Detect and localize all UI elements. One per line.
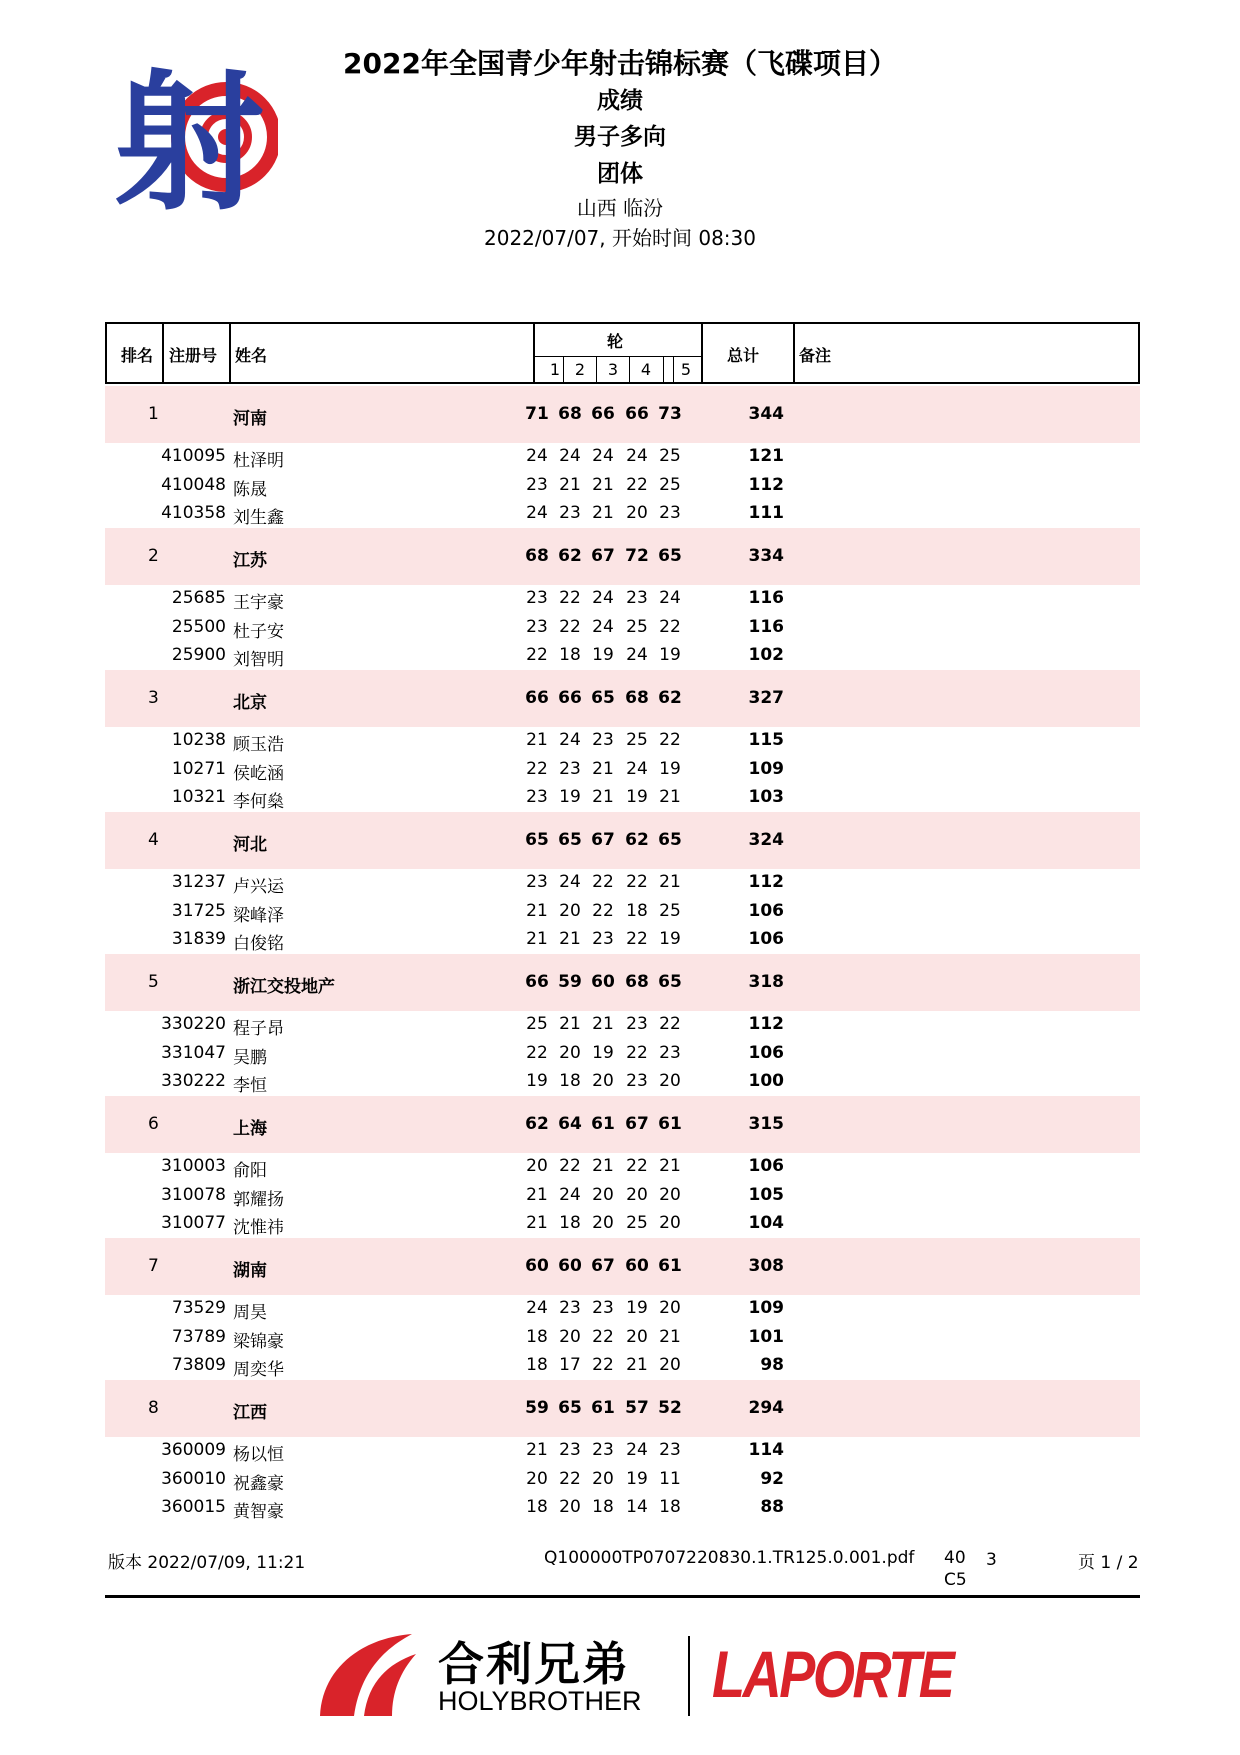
team-rank: 5 bbox=[148, 972, 159, 992]
date-time: 2022/07/07, 开始时间 08:30 bbox=[484, 226, 756, 250]
member-round-score: 21 bbox=[592, 1014, 614, 1034]
member-round-score: 18 bbox=[526, 1326, 548, 1347]
member-round-score: 25 bbox=[659, 900, 681, 921]
member-round-score: 21 bbox=[592, 503, 614, 523]
member-round-score: 24 bbox=[592, 588, 614, 608]
team-name: 河南 bbox=[233, 409, 267, 429]
member-total: 106 bbox=[748, 1156, 784, 1176]
team-round-score: 65 bbox=[591, 688, 615, 708]
member-total: 112 bbox=[748, 474, 784, 495]
member-round-score: 23 bbox=[592, 929, 614, 949]
header-remarks: 备注 bbox=[799, 346, 832, 365]
member-round-score: 20 bbox=[626, 503, 648, 523]
member-round-score: 20 bbox=[559, 1497, 581, 1517]
member-round-score: 18 bbox=[526, 1497, 548, 1517]
team-round-score: 68 bbox=[625, 688, 649, 708]
member-round-score: 20 bbox=[559, 900, 581, 921]
member-name: 刘生鑫 bbox=[233, 508, 284, 528]
member-reg-no: 410048 bbox=[161, 474, 226, 495]
member-round-score: 22 bbox=[626, 929, 648, 949]
member-round-score: 20 bbox=[592, 1184, 614, 1205]
team-round-score: 65 bbox=[658, 546, 682, 566]
member-round-score: 18 bbox=[626, 900, 648, 921]
member-total: 105 bbox=[748, 1184, 784, 1205]
member-name: 王宇豪 bbox=[233, 593, 284, 613]
member-round-score: 14 bbox=[626, 1497, 648, 1517]
header-round-3: 3 bbox=[607, 360, 619, 379]
team-round-score: 59 bbox=[525, 1398, 549, 1418]
member-name: 卢兴运 bbox=[233, 877, 284, 897]
team-rank: 2 bbox=[148, 546, 159, 566]
team-round-score: 60 bbox=[625, 1256, 649, 1276]
member-name: 杨以恒 bbox=[233, 1445, 284, 1465]
member-total: 115 bbox=[748, 730, 784, 750]
member-round-score: 23 bbox=[526, 787, 548, 807]
header-round-5: 5 bbox=[680, 360, 692, 379]
team-round-score: 65 bbox=[658, 830, 682, 850]
team-rank: 6 bbox=[148, 1114, 159, 1134]
team-total: 334 bbox=[748, 546, 784, 566]
sponsor-divider bbox=[688, 1636, 690, 1716]
member-reg-no: 73809 bbox=[171, 1355, 226, 1375]
member-round-score: 21 bbox=[659, 1326, 681, 1347]
member-total: 98 bbox=[760, 1355, 784, 1375]
member-name: 吴鹏 bbox=[233, 1047, 267, 1068]
footer-code-1: 40 bbox=[944, 1548, 966, 1568]
member-reg-no: 360010 bbox=[161, 1468, 226, 1489]
member-reg-no: 410095 bbox=[161, 446, 226, 466]
team-round-score: 65 bbox=[525, 830, 549, 850]
member-round-score: 24 bbox=[626, 1440, 648, 1460]
laporte-text: LAPORTE bbox=[712, 1637, 953, 1711]
member-round-score: 22 bbox=[526, 645, 548, 665]
member-name: 梁锦豪 bbox=[233, 1331, 284, 1352]
header-rank: 排名 bbox=[121, 346, 154, 365]
member-name: 李恒 bbox=[233, 1076, 267, 1096]
member-round-score: 19 bbox=[626, 1298, 648, 1318]
member-round-score: 19 bbox=[659, 758, 681, 779]
member-total: 88 bbox=[760, 1497, 784, 1517]
team-round-score: 66 bbox=[525, 688, 549, 708]
member-round-score: 24 bbox=[626, 446, 648, 466]
member-name: 陈晟 bbox=[233, 479, 267, 500]
member-name: 黄智豪 bbox=[233, 1502, 284, 1522]
team-round-score: 67 bbox=[591, 546, 615, 566]
member-name: 杜泽明 bbox=[233, 451, 284, 471]
member-round-score: 21 bbox=[526, 730, 548, 750]
member-round-score: 25 bbox=[626, 730, 648, 750]
team-round-score: 61 bbox=[591, 1398, 615, 1418]
subtitle-type: 团体 bbox=[597, 161, 643, 187]
member-round-score: 22 bbox=[559, 1468, 581, 1489]
member-total: 92 bbox=[760, 1468, 784, 1489]
member-round-score: 23 bbox=[626, 588, 648, 608]
member-round-score: 24 bbox=[526, 1298, 548, 1318]
member-round-score: 24 bbox=[526, 446, 548, 466]
member-reg-no: 10271 bbox=[171, 758, 226, 779]
member-round-score: 25 bbox=[659, 474, 681, 495]
footer-code-2: 3 bbox=[986, 1550, 997, 1570]
header-round-1: 1 bbox=[549, 360, 561, 379]
member-round-score: 23 bbox=[659, 503, 681, 523]
header-rounds: 轮 bbox=[607, 332, 624, 351]
member-round-score: 23 bbox=[526, 616, 548, 637]
member-round-score: 24 bbox=[592, 616, 614, 637]
member-total: 112 bbox=[748, 1014, 784, 1034]
member-round-score: 18 bbox=[559, 645, 581, 665]
member-round-score: 23 bbox=[659, 1042, 681, 1063]
team-round-score: 66 bbox=[591, 404, 615, 424]
member-total: 106 bbox=[748, 900, 784, 921]
team-rank: 7 bbox=[148, 1256, 159, 1276]
member-round-score: 25 bbox=[626, 1213, 648, 1233]
member-reg-no: 31839 bbox=[171, 929, 226, 949]
member-round-score: 21 bbox=[659, 1156, 681, 1176]
member-round-score: 20 bbox=[626, 1184, 648, 1205]
member-round-score: 22 bbox=[592, 900, 614, 921]
member-round-score: 21 bbox=[559, 474, 581, 495]
member-round-score: 21 bbox=[526, 900, 548, 921]
team-total: 308 bbox=[748, 1256, 784, 1276]
member-reg-no: 25900 bbox=[171, 645, 226, 665]
member-round-score: 22 bbox=[526, 758, 548, 779]
member-round-score: 20 bbox=[659, 1184, 681, 1205]
member-round-score: 23 bbox=[526, 588, 548, 608]
member-round-score: 19 bbox=[626, 1468, 648, 1489]
member-round-score: 19 bbox=[659, 929, 681, 949]
member-round-score: 22 bbox=[592, 1326, 614, 1347]
member-round-score: 23 bbox=[559, 1440, 581, 1460]
team-round-score: 67 bbox=[591, 830, 615, 850]
member-round-score: 24 bbox=[659, 588, 681, 608]
member-name: 李何燊 bbox=[233, 792, 284, 812]
member-total: 106 bbox=[748, 1042, 784, 1063]
member-round-score: 19 bbox=[526, 1071, 548, 1091]
team-round-score: 67 bbox=[625, 1114, 649, 1134]
member-total: 111 bbox=[748, 503, 784, 523]
member-round-score: 22 bbox=[559, 588, 581, 608]
page-title: 2022年全国青少年射击锦标赛（飞碟项目） bbox=[343, 47, 897, 80]
member-round-score: 23 bbox=[559, 503, 581, 523]
member-round-score: 24 bbox=[626, 645, 648, 665]
member-round-score: 22 bbox=[659, 1014, 681, 1034]
header-name: 姓名 bbox=[235, 346, 268, 365]
team-round-score: 62 bbox=[658, 688, 682, 708]
member-reg-no: 360015 bbox=[161, 1497, 226, 1517]
member-total: 114 bbox=[748, 1440, 784, 1460]
member-name: 梁峰泽 bbox=[233, 905, 284, 926]
member-name: 周奕华 bbox=[233, 1360, 284, 1380]
member-round-score: 11 bbox=[659, 1468, 681, 1489]
member-name: 祝鑫豪 bbox=[233, 1473, 284, 1494]
team-round-score: 60 bbox=[525, 1256, 549, 1276]
laporte-logo bbox=[712, 1630, 962, 1720]
member-round-score: 22 bbox=[626, 1042, 648, 1063]
team-name: 江西 bbox=[233, 1403, 267, 1423]
team-round-score: 61 bbox=[591, 1114, 615, 1134]
team-round-score: 59 bbox=[558, 972, 582, 992]
member-round-score: 19 bbox=[592, 1042, 614, 1063]
member-round-score: 23 bbox=[592, 1440, 614, 1460]
member-round-score: 18 bbox=[559, 1213, 581, 1233]
member-round-score: 23 bbox=[559, 1298, 581, 1318]
member-total: 101 bbox=[748, 1326, 784, 1347]
member-reg-no: 331047 bbox=[161, 1042, 226, 1063]
member-reg-no: 31237 bbox=[171, 872, 226, 892]
member-round-score: 24 bbox=[592, 446, 614, 466]
member-round-score: 20 bbox=[659, 1213, 681, 1233]
member-round-score: 20 bbox=[526, 1468, 548, 1489]
team-round-score: 60 bbox=[558, 1256, 582, 1276]
member-round-score: 21 bbox=[526, 1440, 548, 1460]
team-rank: 1 bbox=[148, 404, 159, 424]
team-round-score: 66 bbox=[625, 404, 649, 424]
team-name: 上海 bbox=[233, 1119, 267, 1139]
member-round-score: 23 bbox=[559, 758, 581, 779]
member-total: 106 bbox=[748, 929, 784, 949]
member-round-score: 21 bbox=[592, 758, 614, 779]
team-round-score: 62 bbox=[558, 546, 582, 566]
member-round-score: 21 bbox=[526, 1213, 548, 1233]
location: 山西 临汾 bbox=[576, 196, 664, 220]
footer-code-3: C5 bbox=[944, 1570, 967, 1590]
holybrother-logo bbox=[312, 1628, 672, 1720]
member-round-score: 22 bbox=[592, 1355, 614, 1375]
team-rank: 4 bbox=[148, 830, 159, 850]
team-round-score: 60 bbox=[591, 972, 615, 992]
member-total: 109 bbox=[748, 758, 784, 779]
member-round-score: 23 bbox=[626, 1014, 648, 1034]
team-round-score: 72 bbox=[625, 546, 649, 566]
member-name: 俞阳 bbox=[233, 1161, 267, 1181]
member-total: 100 bbox=[748, 1071, 784, 1091]
member-round-score: 18 bbox=[592, 1497, 614, 1517]
member-round-score: 21 bbox=[659, 872, 681, 892]
table-header bbox=[105, 322, 1140, 384]
team-round-score: 65 bbox=[558, 1398, 582, 1418]
member-round-score: 24 bbox=[559, 730, 581, 750]
member-round-score: 18 bbox=[526, 1355, 548, 1375]
member-round-score: 22 bbox=[626, 474, 648, 495]
team-rank: 3 bbox=[148, 688, 159, 708]
member-name: 周昊 bbox=[233, 1303, 267, 1323]
member-total: 121 bbox=[748, 446, 784, 466]
header-round-2: 2 bbox=[574, 360, 586, 379]
member-round-score: 20 bbox=[559, 1042, 581, 1063]
team-round-score: 61 bbox=[658, 1114, 682, 1134]
member-round-score: 21 bbox=[626, 1355, 648, 1375]
member-round-score: 22 bbox=[526, 1042, 548, 1063]
member-total: 103 bbox=[748, 787, 784, 807]
team-round-score: 68 bbox=[525, 546, 549, 566]
team-total: 344 bbox=[748, 404, 784, 424]
member-total: 102 bbox=[748, 645, 784, 665]
member-total: 112 bbox=[748, 872, 784, 892]
team-total: 318 bbox=[748, 972, 784, 992]
member-round-score: 24 bbox=[626, 758, 648, 779]
member-round-score: 23 bbox=[526, 872, 548, 892]
member-name: 顾玉浩 bbox=[233, 735, 284, 755]
subtitle-event: 男子多向 bbox=[574, 124, 666, 150]
member-reg-no: 31725 bbox=[171, 900, 226, 921]
header-total: 总计 bbox=[727, 346, 760, 365]
member-name: 郭耀扬 bbox=[233, 1189, 284, 1210]
member-reg-no: 10321 bbox=[171, 787, 226, 807]
member-name: 侯屹涵 bbox=[233, 763, 284, 784]
member-reg-no: 73789 bbox=[171, 1326, 226, 1347]
team-total: 294 bbox=[748, 1398, 784, 1418]
member-name: 程子昂 bbox=[233, 1019, 284, 1039]
holybrother-cn: 合利兄弟 bbox=[438, 1637, 630, 1691]
member-name: 刘智明 bbox=[233, 650, 284, 670]
version-text: 版本 2022/07/09, 11:21 bbox=[108, 1553, 306, 1573]
member-round-score: 20 bbox=[526, 1156, 548, 1176]
member-name: 杜子安 bbox=[233, 621, 284, 642]
member-round-score: 19 bbox=[592, 645, 614, 665]
team-name: 江苏 bbox=[233, 551, 267, 571]
member-round-score: 20 bbox=[592, 1468, 614, 1489]
member-round-score: 21 bbox=[592, 474, 614, 495]
team-round-score: 73 bbox=[658, 404, 682, 424]
team-round-score: 64 bbox=[558, 1114, 582, 1134]
member-round-score: 23 bbox=[526, 474, 548, 495]
member-round-score: 24 bbox=[559, 872, 581, 892]
member-round-score: 23 bbox=[659, 1440, 681, 1460]
member-round-score: 19 bbox=[626, 787, 648, 807]
member-round-score: 21 bbox=[526, 1184, 548, 1205]
member-round-score: 22 bbox=[659, 616, 681, 637]
team-round-score: 66 bbox=[558, 688, 582, 708]
member-round-score: 22 bbox=[626, 1156, 648, 1176]
member-round-score: 25 bbox=[659, 446, 681, 466]
member-round-score: 20 bbox=[592, 1071, 614, 1091]
member-round-score: 21 bbox=[592, 787, 614, 807]
member-round-score: 25 bbox=[626, 616, 648, 637]
member-round-score: 23 bbox=[592, 730, 614, 750]
member-total: 116 bbox=[748, 616, 784, 637]
page-number: 页 1 / 2 bbox=[1078, 1553, 1139, 1573]
team-total: 315 bbox=[748, 1114, 784, 1134]
member-reg-no: 310003 bbox=[161, 1156, 226, 1176]
member-reg-no: 360009 bbox=[161, 1440, 226, 1460]
team-round-score: 68 bbox=[558, 404, 582, 424]
team-round-score: 65 bbox=[558, 830, 582, 850]
member-round-score: 21 bbox=[559, 1014, 581, 1034]
team-round-score: 68 bbox=[625, 972, 649, 992]
member-reg-no: 25685 bbox=[171, 588, 226, 608]
team-name: 北京 bbox=[233, 693, 267, 713]
member-round-score: 20 bbox=[626, 1326, 648, 1347]
member-round-score: 20 bbox=[592, 1213, 614, 1233]
member-round-score: 17 bbox=[559, 1355, 581, 1375]
member-round-score: 21 bbox=[526, 929, 548, 949]
team-round-score: 52 bbox=[658, 1398, 682, 1418]
member-round-score: 23 bbox=[592, 1298, 614, 1318]
member-round-score: 23 bbox=[626, 1071, 648, 1091]
member-round-score: 21 bbox=[659, 787, 681, 807]
member-name: 白俊铭 bbox=[233, 934, 284, 954]
team-name: 湖南 bbox=[233, 1261, 267, 1281]
member-round-score: 24 bbox=[526, 503, 548, 523]
team-round-score: 71 bbox=[525, 404, 549, 424]
holybrother-emblem-icon bbox=[312, 1628, 422, 1720]
team-round-score: 66 bbox=[525, 972, 549, 992]
member-reg-no: 310078 bbox=[161, 1184, 226, 1205]
member-round-score: 22 bbox=[626, 872, 648, 892]
subtitle-results: 成绩 bbox=[597, 88, 643, 114]
member-round-score: 19 bbox=[559, 787, 581, 807]
member-reg-no: 330222 bbox=[161, 1071, 226, 1091]
member-reg-no: 73529 bbox=[171, 1298, 226, 1318]
member-name: 沈惟祎 bbox=[233, 1218, 284, 1238]
member-round-score: 20 bbox=[659, 1071, 681, 1091]
team-total: 327 bbox=[748, 688, 784, 708]
member-reg-no: 310077 bbox=[161, 1213, 226, 1233]
member-round-score: 22 bbox=[559, 616, 581, 637]
member-round-score: 20 bbox=[659, 1355, 681, 1375]
member-round-score: 19 bbox=[659, 645, 681, 665]
team-round-score: 61 bbox=[658, 1256, 682, 1276]
footer-divider bbox=[105, 1595, 1140, 1598]
member-reg-no: 330220 bbox=[161, 1014, 226, 1034]
holybrother-en: HOLYBROTHER bbox=[438, 1686, 642, 1716]
member-round-score: 21 bbox=[559, 929, 581, 949]
logo-text: 射 bbox=[114, 57, 265, 215]
member-round-score: 24 bbox=[559, 1184, 581, 1205]
member-total: 116 bbox=[748, 588, 784, 608]
team-round-score: 65 bbox=[658, 972, 682, 992]
team-name: 河北 bbox=[233, 835, 267, 855]
team-round-score: 67 bbox=[591, 1256, 615, 1276]
member-round-score: 24 bbox=[559, 446, 581, 466]
team-rank: 8 bbox=[148, 1398, 159, 1418]
member-round-score: 22 bbox=[659, 730, 681, 750]
header-reg-no: 注册号 bbox=[169, 346, 218, 365]
member-round-score: 21 bbox=[592, 1156, 614, 1176]
file-name: Q100000TP0707220830.1.TR125.0.001.pdf bbox=[544, 1548, 915, 1568]
member-total: 104 bbox=[748, 1213, 784, 1233]
member-reg-no: 25500 bbox=[171, 616, 226, 637]
member-round-score: 20 bbox=[659, 1298, 681, 1318]
member-round-score: 18 bbox=[559, 1071, 581, 1091]
team-round-score: 62 bbox=[625, 830, 649, 850]
team-round-score: 62 bbox=[525, 1114, 549, 1134]
member-round-score: 22 bbox=[559, 1156, 581, 1176]
member-round-score: 25 bbox=[526, 1014, 548, 1034]
team-round-score: 57 bbox=[625, 1398, 649, 1418]
member-reg-no: 410358 bbox=[161, 503, 226, 523]
header-round-4: 4 bbox=[640, 360, 652, 379]
member-round-score: 20 bbox=[559, 1326, 581, 1347]
member-round-score: 22 bbox=[592, 872, 614, 892]
member-total: 109 bbox=[748, 1298, 784, 1318]
team-total: 324 bbox=[748, 830, 784, 850]
member-reg-no: 10238 bbox=[171, 730, 226, 750]
team-name: 浙江交投地产 bbox=[233, 977, 335, 997]
member-round-score: 18 bbox=[659, 1497, 681, 1517]
